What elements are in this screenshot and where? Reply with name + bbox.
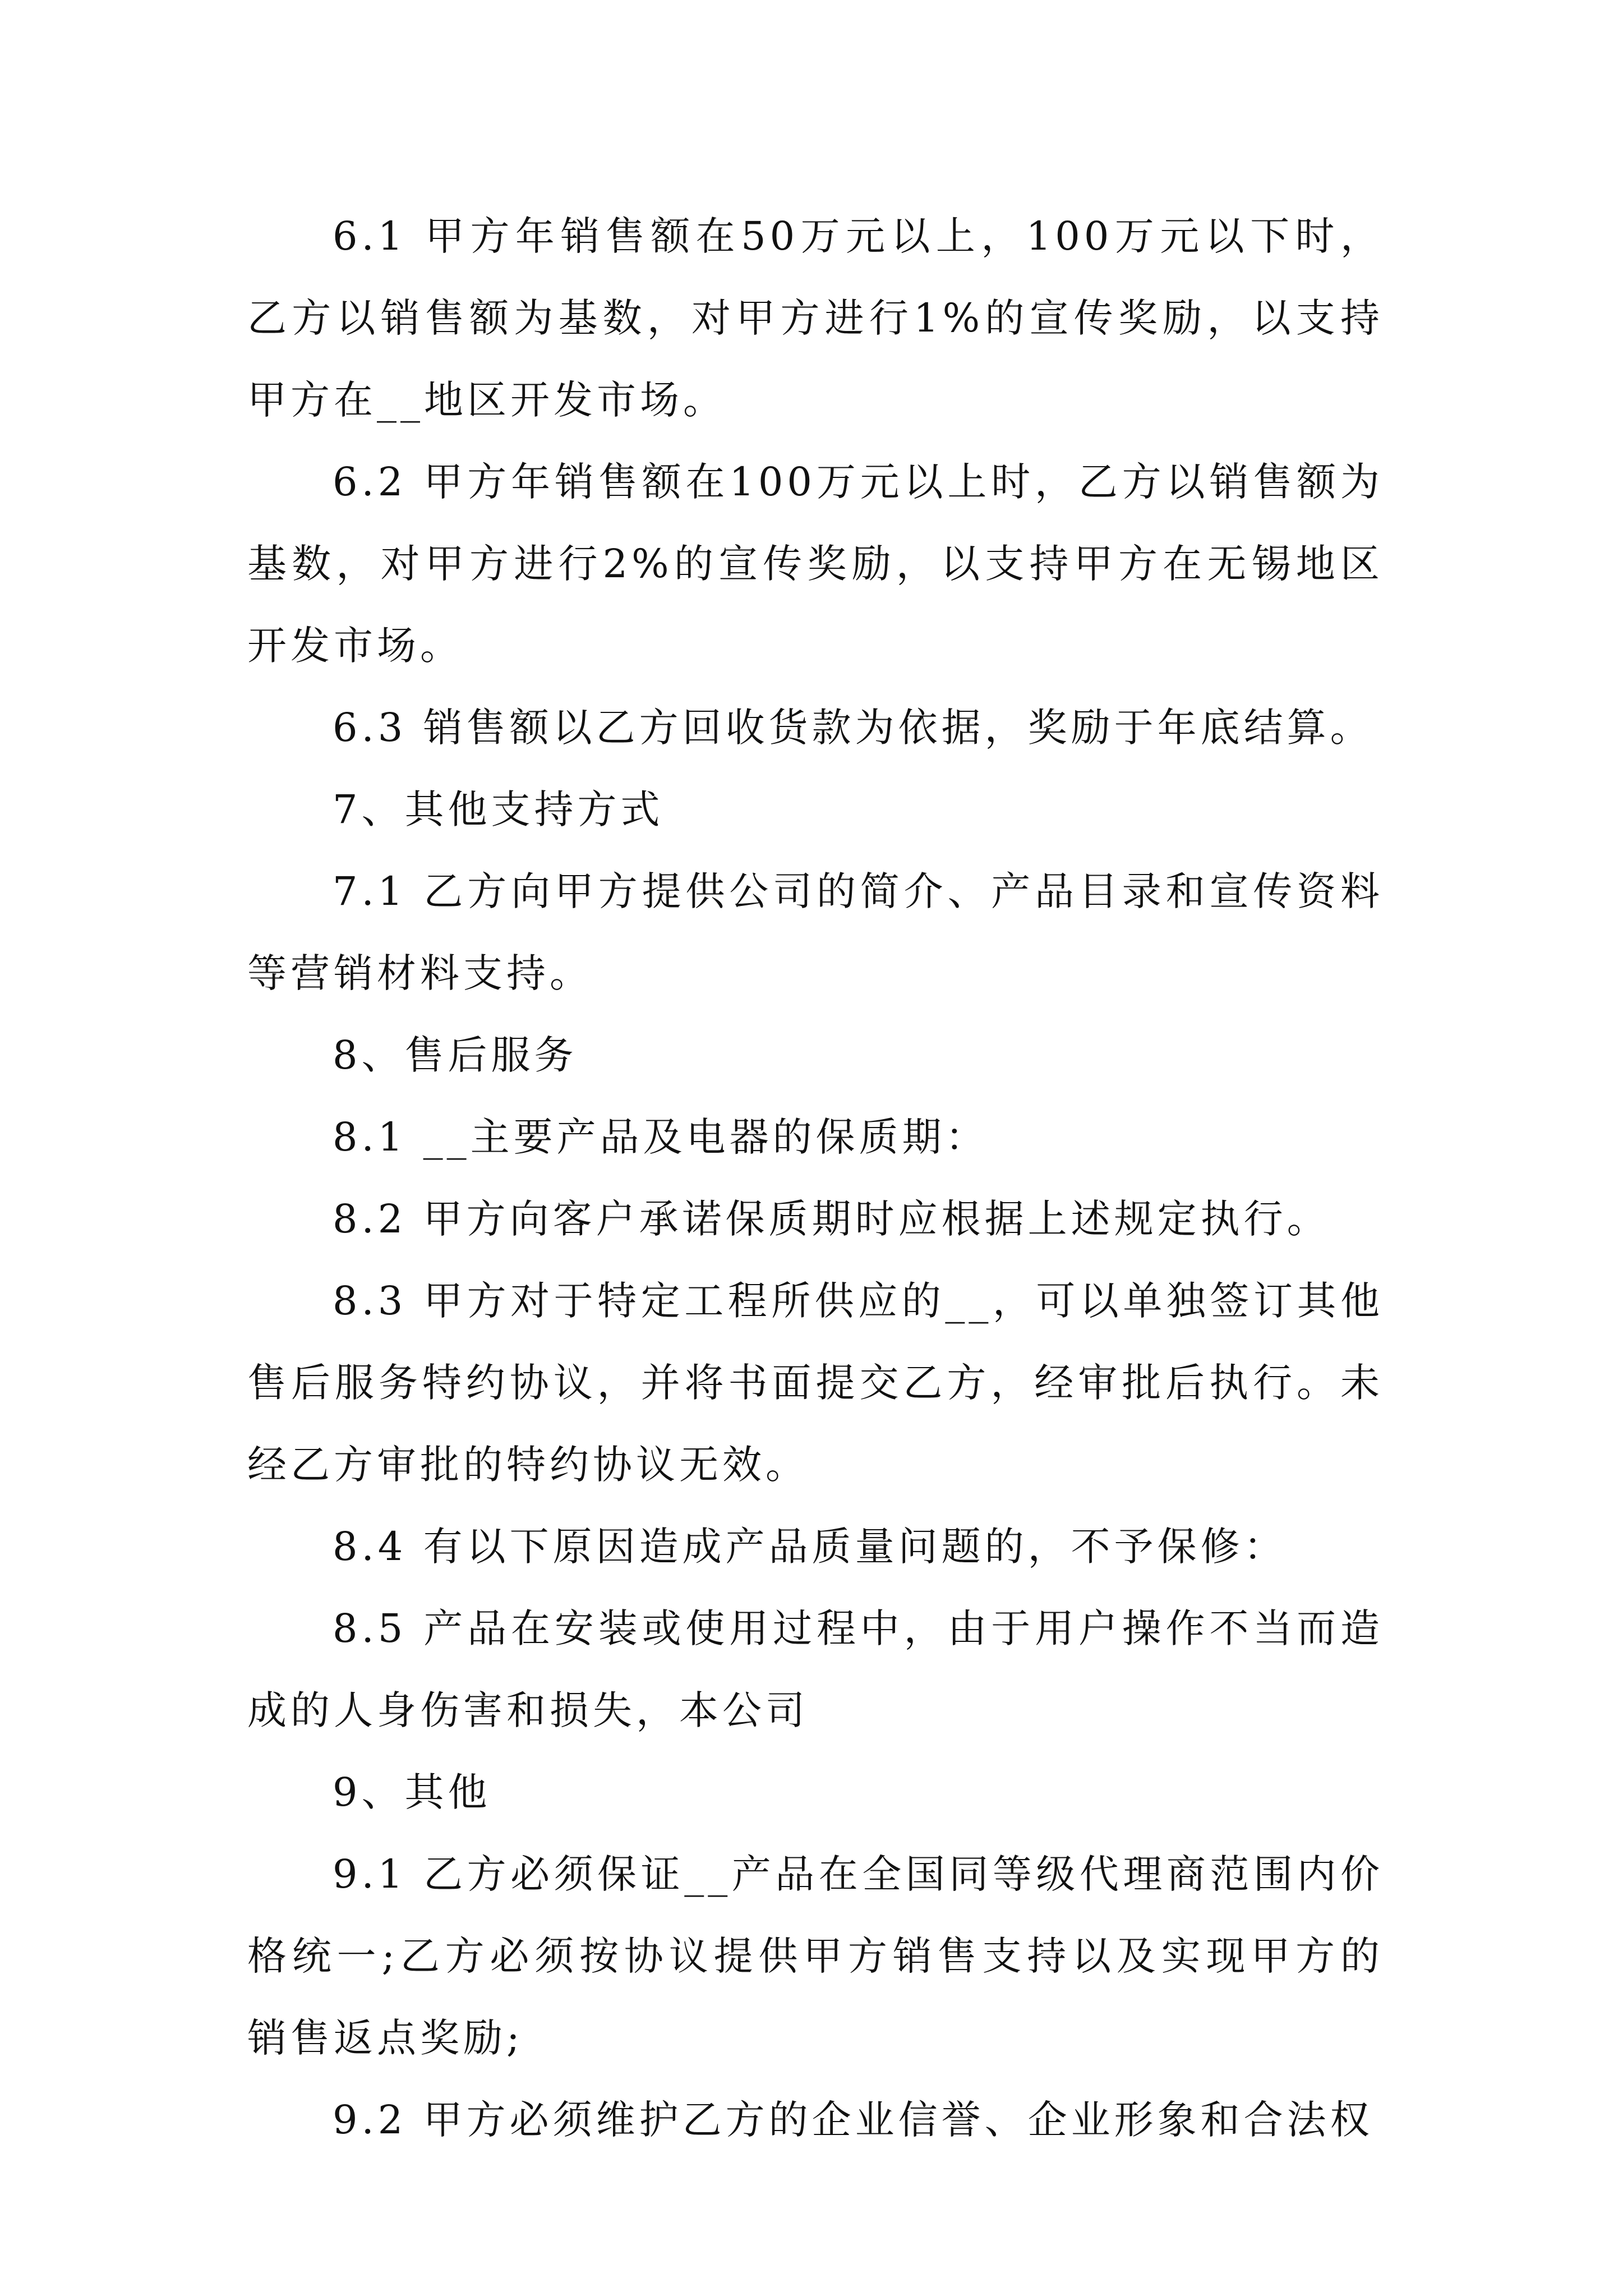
section-8-heading: 8、售后服务 — [333, 1032, 578, 1078]
clause-6-2: 6.2 甲方年销售额在100万元以上时，乙方以销售额为基数，对甲方进行2%的宣传奖励，以支持甲方在无锡地区开发市场。 — [247, 459, 1384, 669]
clause-8-5: 8.5 产品在安装或使用过程中，由于用户操作不当而造成的人身伤害和损失，本公司 — [247, 1605, 1384, 1733]
clause-9-1: 9.1 乙方必须保证__产品在全国同等级代理商范围内价格统一;乙方必须按协议提供甲方销售支持以及实现甲方的销售返点奖励; — [247, 1851, 1384, 2061]
document-body — [247, 195, 1384, 2161]
clause-7-1: 7.1 乙方向甲方提供公司的简介、产品目录和宣传资料等营销材料支持。 — [247, 868, 1384, 996]
clause-8-1: 8.1 __主要产品及电器的保质期： — [333, 1114, 989, 1160]
clause-8-2: 8.2 甲方向客户承诺保质期时应根据上述规定执行。 — [333, 1196, 1330, 1242]
clause-6-1: 6.1 甲方年销售额在50万元以上，100万元以下时，乙方以销售额为基数，对甲方进行1%的宣传奖励，以支持甲方在__地区开发市场。 — [247, 213, 1384, 423]
section-9-heading: 9、其他 — [333, 1769, 491, 1815]
clause-8-4: 8.4 有以下原因造成产品质量问题的，不予保修： — [333, 1524, 1287, 1570]
clause-6-3: 6.3 销售额以乙方回收货款为依据，奖励于年底结算。 — [333, 705, 1373, 751]
clause-9-2: 9.2 甲方必须维护乙方的企业信誉、企业形象和合法权 — [333, 2097, 1373, 2143]
section-7-heading: 7、其他支持方式 — [333, 786, 664, 832]
clause-8-3: 8.3 甲方对于特定工程所供应的__，可以单独签订其他售后服务特约协议，并将书面提交乙方，经审批后执行。未经乙方审批的特约协议无效。 — [247, 1278, 1384, 1488]
